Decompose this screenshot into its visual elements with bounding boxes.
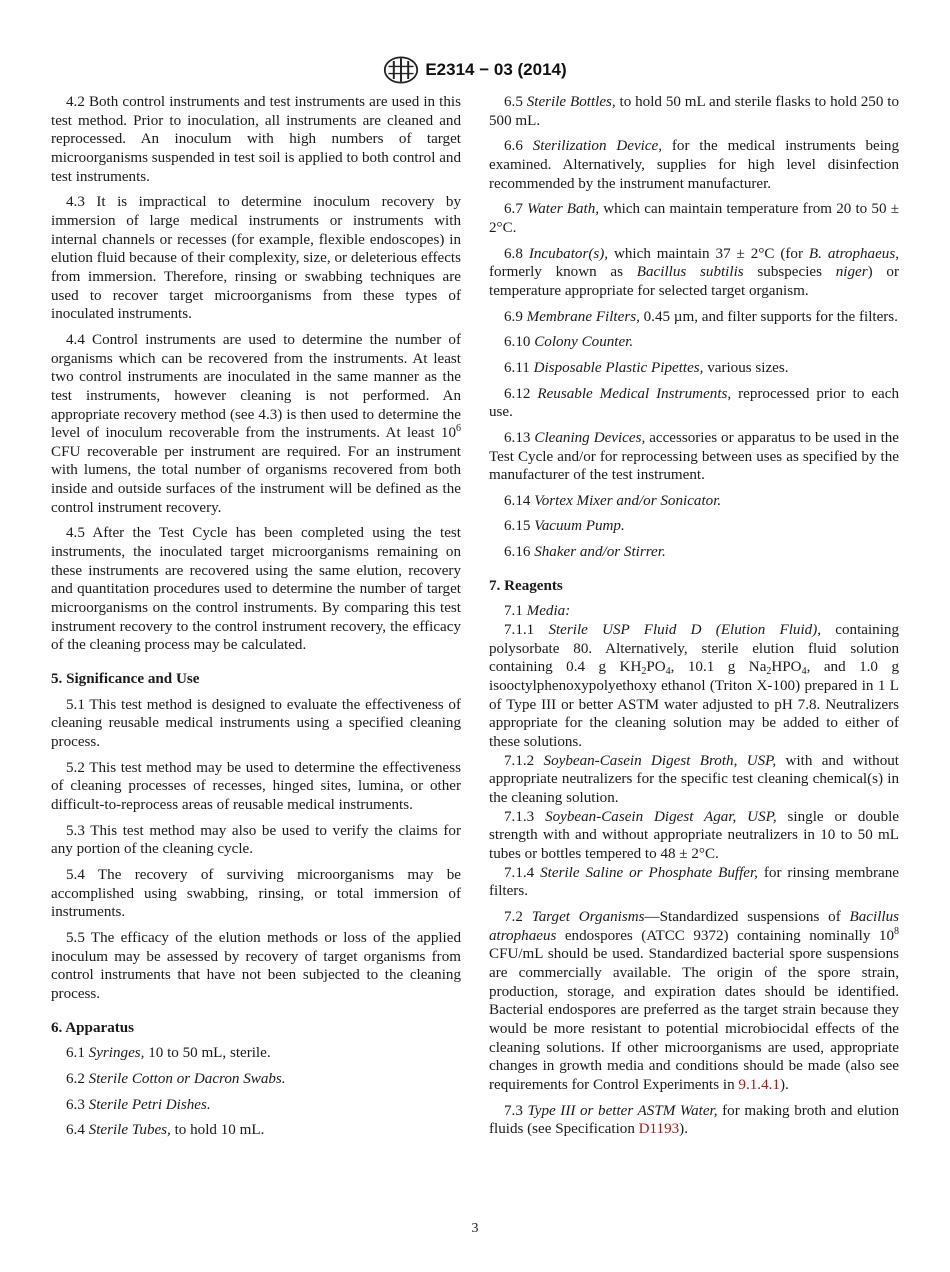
apparatus-6-9: 6.9 Membrane Filters, 0.45 µm, and filter supports for the filters. — [504, 308, 898, 325]
apparatus-6-1: 6.1 Syringes, 10 to 50 mL, sterile. — [66, 1045, 271, 1062]
page-header — [0, 54, 950, 86]
apparatus-6-11: 6.11 Disposable Plastic Pipettes, various sizes. — [504, 359, 789, 376]
apparatus-6-12: 6.12 Reusable Medical Instruments, reprocessed prior to each use. — [489, 385, 899, 421]
section-heading-7: 7. Reagents — [489, 577, 563, 594]
paragraph-5-4: 5.4 The recovery of surviving microorganisms may be accomplished using swabbing, rinsing, or total immersion of instruments. — [51, 866, 461, 921]
document-id: E2314 − 03 (2014) — [425, 60, 567, 79]
apparatus-6-16: 6.16 Shaker and/or Stirrer. — [504, 544, 666, 561]
apparatus-6-4: 6.4 Sterile Tubes, to hold 10 mL. — [66, 1122, 265, 1139]
apparatus-6-2: 6.2 Sterile Cotton or Dacron Swabs. — [66, 1070, 286, 1087]
apparatus-6-6: 6.6 Sterilization Device, for the medical instruments being examined. Alternatively, supplies for high level disinfection recommended by the instrument manufacturer. — [489, 138, 900, 192]
paragraph-5-3: 5.3 This test method may also be used to verify the claims for any portion of the cleaning cycle. — [51, 822, 461, 858]
spec-link-d1193[interactable]: D1193 — [638, 1121, 680, 1138]
page-number: 3 — [471, 1221, 479, 1236]
reagent-7-3: 7.3 Type III or better ASTM Water, for making broth and elution fluids (see Specification D1193). — [489, 1102, 899, 1138]
right-column — [489, 93, 899, 1146]
apparatus-6-5: 6.5 Sterile Bottles, to hold 50 mL and sterile flasks to hold 250 to 500 mL. — [489, 94, 899, 129]
reagent-7-1-4: 7.1.4 Sterile Saline or Phosphate Buffer, for rinsing membrane filters. — [489, 864, 899, 900]
apparatus-6-3: 6.3 Sterile Petri Dishes. — [66, 1096, 211, 1113]
section-heading-5: 5. Significance and Use — [51, 671, 200, 688]
apparatus-6-7: 6.7 Water Bath, which can maintain temperature from 20 to 50 ± 2°C. — [489, 201, 899, 236]
reagent-7-1-2: 7.1.2 Soybean-Casein Digest Broth, USP, with and without appropriate neutralizers for the specific test cleaning chemical(s) in the cleaning solution. — [489, 752, 899, 806]
section-heading-6: 6. Apparatus — [51, 1019, 135, 1036]
apparatus-6-14: 6.14 Vortex Mixer and/or Sonicator. — [504, 492, 722, 509]
apparatus-6-8: 6.8 Incubator(s), which maintain 37 ± 2°C (for B. atrophaeus, formerly known as Bacillus subtilis subspecies niger) or temperature appropriate for selected target organism. — [489, 245, 899, 299]
reagent-7-2: 7.2 Target Organisms—Standardized suspensions of Bacillus atrophaeus endospores (ATCC 9372) containing nominally $10^8$ CFU/mL should be used. Standardized bacterial spore suspensions are commercially available. The origin of the spore strain, production, storage, and expiration dates should be identified. Bacterial endospores are preferred as the target strain because they would be more resistant to potential microbiocidal effects of the cleaning solutions. If other microorganisms are used, appropriate changes in growth media and conditions should be made (also see requirements for Control Experiments in 9.1.4.1). — [489, 908, 899, 1093]
paragraph-4-3: 4.3 It is impractical to determine inoculum recovery by immersion of large medical instruments or instruments with internal channels or recesses (for example, flexible endoscopes) in elution fluid because of their complexity, size, or deleterious effects from immersion. Therefore, rinsing or swabbing techniques are used to recover target microorganisms from these types of inoculated instruments. — [51, 194, 461, 323]
paragraph-5-2: 5.2 This test method may be used to determine the effectiveness of cleaning processes of recesses, hinged sites, lumina, or other difficult-to-reprocess areas of reusable medical instruments. — [51, 759, 461, 813]
reagent-7-1: 7.1 Media: — [504, 603, 571, 620]
paragraph-4-2: 4.2 Both control instruments and test instruments are used in this test method. Prior to inoculation, all instruments are cleaned and reprocessed. An inoculum with high numbers of target microorganisms suspended in test soil is applied to both control and test instruments. — [51, 94, 461, 185]
section-link-9-1-4-1[interactable]: 9.1.4.1 — [738, 1076, 780, 1093]
apparatus-6-10: 6.10 Colony Counter. — [504, 334, 634, 351]
left-column — [51, 93, 461, 1147]
astm-logo-icon — [383, 55, 419, 85]
paragraph-5-5: 5.5 The efficacy of the elution methods or loss of the applied inoculum may be assessed by recovery of target organisms from control instruments that have not been subjected to the cleaning process. — [51, 929, 461, 1002]
paragraph-4-5: 4.5 After the Test Cycle has been completed using the test instruments, the inoculated target microorganisms remaining on these instruments are recovered using the same elution, recovery and quantitation procedures used to determine the number of target microorganisms on the control instruments. By comparing this test instrument recovery to the control instrument recovery, the efficacy of the cleaning process may be calculated. — [51, 525, 461, 654]
apparatus-6-15: 6.15 Vacuum Pump. — [504, 518, 625, 535]
reagent-7-1-3: 7.1.3 Soybean-Casein Digest Agar, USP, single or double strength with and without appropriate neutralizers in 10 to 50 mL tubes or bottles tempered to 48 ± 2°C. — [489, 808, 900, 862]
paragraph-4-4: 4.4 Control instruments are used to determine the number of organisms which can be recovered from the instruments. At least two control instruments are inoculated in the same manner as the test instruments, however cleaning is not performed. An appropriate recovery method (see 4.3) is then used to determine the level of inoculum recoverable from the instruments. At least $10^6$ CFU recoverable per instrument are required. For an instrument with lumens, the total number of organisms recovered from both inside and outside surfaces of the instrument will be defined as the control instrument recovery. — [51, 331, 461, 516]
apparatus-6-13: 6.13 Cleaning Devices, accessories or apparatus to be used in the Test Cycle and/or for reprocessing between uses as specified by the manufacturer of the test instrument. — [489, 429, 900, 484]
reagent-7-1-1: 7.1.1 Sterile USP Fluid D (Elution Fluid), containing polysorbate 80. Alternatively, sterile elution fluid solution containing 0.4 g $KH_2PO_4$, 10.1 g $Na_2HPO_4$, and 1.0 g isooctylphenoxypolyethoxy ethanol (Triton X-100) prepared in 1 L of Type III or better ASTM water adjusted to pH 7.8. Neutralizers appropriate for the cleaning solution may be added to either of these solutions. — [489, 622, 899, 751]
paragraph-5-1: 5.1 This test method is designed to evaluate the effectiveness of cleaning reusable medical instruments using a specified cleaning process. — [51, 696, 461, 750]
